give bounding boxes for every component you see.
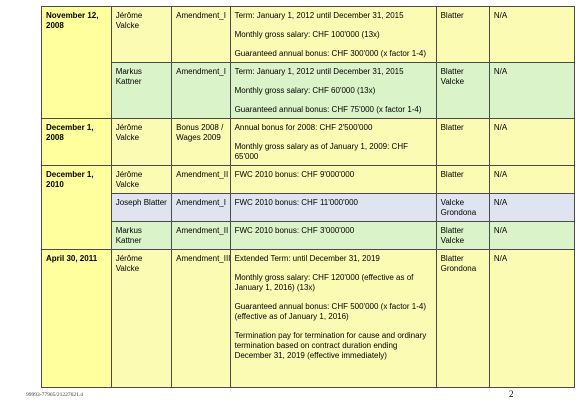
document-cell: Amendment_I [172,63,230,119]
term-line: Termination pay for termination for cause and ordinary termination based on contract duration ending December 31, 2019 (effective immediately) [234,331,427,360]
terms-cell [230,7,436,63]
approver-name: Blatter [440,67,464,76]
name-cell: Jérôme Valcke [111,7,171,63]
approver-name: Blatter [440,11,464,20]
approver-cell [436,7,489,63]
approver-cell [436,119,489,166]
date-cell [42,7,112,119]
document-cell: Amendment_II [172,222,230,250]
approver-name: Grondona [440,208,477,217]
name-cell: Jérôme Valcke [111,166,171,194]
date-text: December 1, 2008 [46,123,94,142]
table-row [42,119,575,166]
table-row [42,194,575,222]
document-cell: Bonus 2008 / Wages 2009 [172,119,230,166]
name-cell: Markus Kattner [111,63,171,119]
terms-cell [230,194,436,222]
na-cell: N/A [489,166,574,194]
document-cell: Amendment_III [172,250,230,388]
approver-name: Valcke [440,77,465,86]
approver-name: Blatter [440,123,464,132]
term-line: FWC 2010 bonus: CHF 3'000'000 [234,226,355,235]
term-line: Monthly gross salary as of January 1, 2009: CHF 65'000 [234,142,408,161]
table-row [42,166,575,194]
approver-cell [436,194,489,222]
terms-cell [230,222,436,250]
date-cell [42,250,112,388]
term-line: FWC 2010 bonus: CHF 9'000'000 [234,170,355,179]
document-cell: Amendment_I [172,7,230,63]
na-cell: N/A [489,119,574,166]
date-text: December 1, 2010 [46,170,94,189]
na-cell: N/A [489,250,574,388]
approver-cell [436,250,489,388]
na-cell: N/A [489,194,574,222]
approver-name: Valcke [440,236,465,245]
page-number: 2 [509,389,514,399]
approver-cell [436,222,489,250]
approver-cell [436,63,489,119]
date-text: April 30, 2011 [46,254,98,263]
term-line: Monthly gross salary: CHF 60'000 (13x) [234,86,376,95]
name-cell: Markus Kattner [111,222,171,250]
approver-cell [436,166,489,194]
term-line: Guaranteed annual bonus: CHF 300'000 (x factor 1-4) [234,49,426,58]
table-row [42,63,575,119]
document-cell: Amendment_II [172,166,230,194]
term-line: Monthly gross salary: CHF 120'000 (effective as of January 1, 2016) (13x) [234,273,414,292]
term-line: Monthly gross salary: CHF 100'000 (13x) [234,30,380,39]
terms-cell [230,166,436,194]
table-row [42,7,575,63]
na-cell: N/A [489,7,574,63]
term-line: Extended Term: until December 31, 2019 [234,254,380,263]
term-line: Term: January 1, 2012 until December 31, 2015 [234,11,404,20]
compensation-table [41,6,575,388]
date-cell [42,119,112,166]
terms-cell [230,63,436,119]
date-cell [42,166,112,250]
table-row [42,222,575,250]
approver-name: Blatter [440,254,464,263]
na-cell: N/A [489,222,574,250]
term-line: Guaranteed annual bonus: CHF 75'000 (x factor 1-4) [234,105,422,114]
approver-name: Blatter [440,170,464,179]
name-cell: Jérôme Valcke [111,250,171,388]
term-line: Annual bonus for 2008: CHF 2'500'000 [234,123,373,132]
approver-name: Valcke [440,198,465,207]
name-cell: Jérôme Valcke [111,119,171,166]
name-cell: Joseph Blatter [111,194,171,222]
term-line: FWC 2010 bonus: CHF 11'000'000 [234,198,358,207]
term-line: Guaranteed annual bonus: CHF 500'000 (x factor 1-4) (effective as of January 1, 2016) [234,302,426,321]
approver-name: Blatter [440,226,464,235]
terms-cell [230,250,436,388]
approver-name: Grondona [440,264,477,273]
na-cell: N/A [489,63,574,119]
terms-cell [230,119,436,166]
table-row [42,250,575,388]
document-code: 99993-77905/21227621.4 [26,392,83,398]
document-cell: Amendment_I [172,194,230,222]
date-text: November 12, 2008 [46,11,99,30]
term-line: Term: January 1, 2012 until December 31, 2015 [234,67,404,76]
